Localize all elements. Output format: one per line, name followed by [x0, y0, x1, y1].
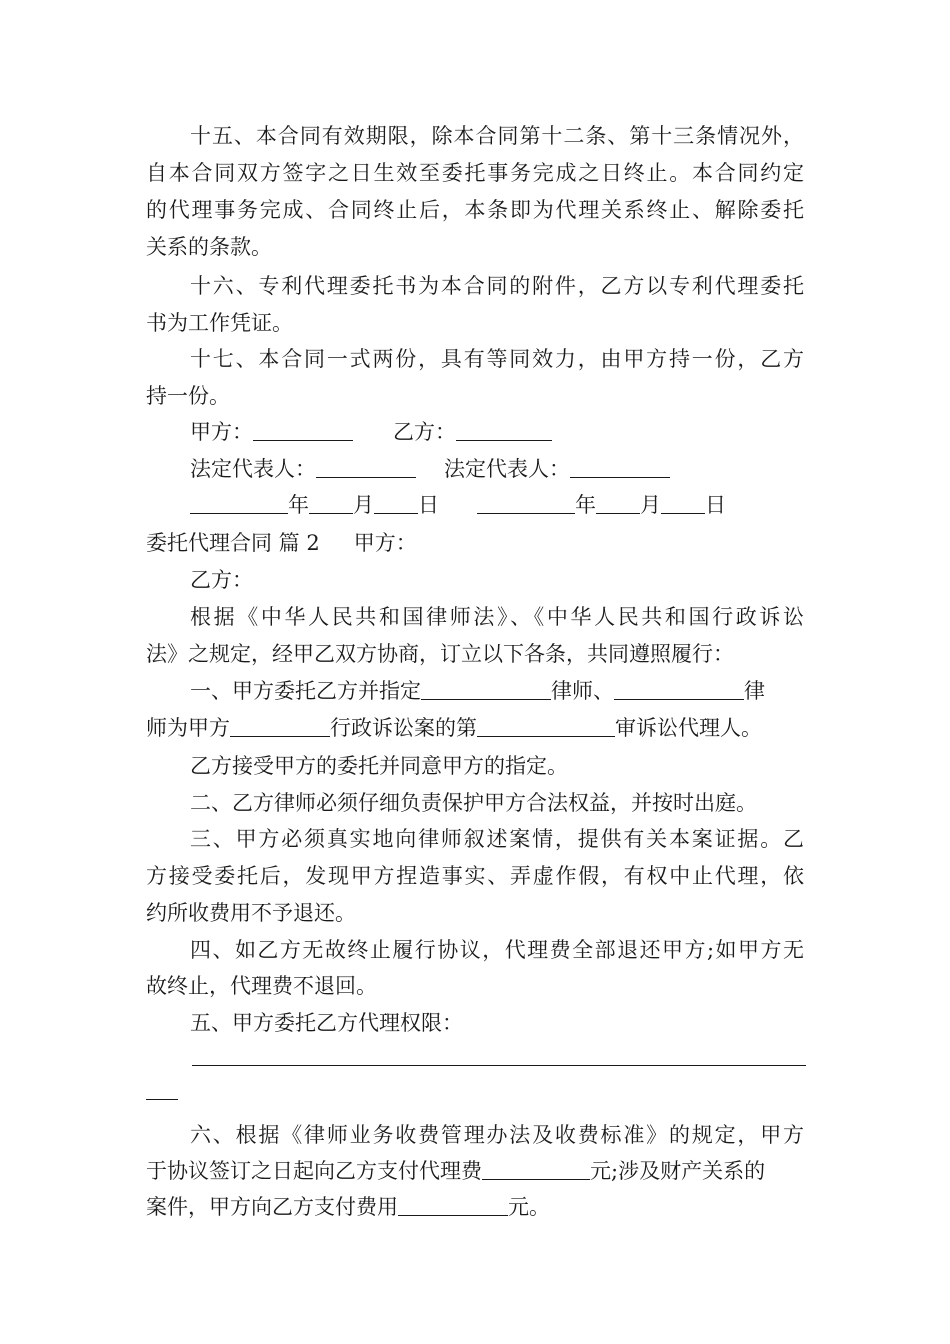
date-a-year-label: 年	[288, 493, 309, 517]
date-b-day-blank[interactable]	[661, 491, 705, 514]
lawyer-1-blank[interactable]	[421, 677, 551, 700]
party-b-label: 乙方：	[393, 420, 456, 444]
clause-15-line-2: 自本合同双方签字之日生效至委托事务完成之日终止。本合同约定	[146, 161, 804, 185]
date-a-year-blank[interactable]	[190, 491, 288, 514]
c2-clause-5: 五、甲方委托乙方代理权限：	[190, 1011, 463, 1035]
date-b-month-label: 月	[640, 493, 661, 517]
c2-clause-6-text-a: 于协议签订之日起向乙方支付代理费	[146, 1159, 482, 1183]
c2-clause-1-text-a: 一、甲方委托乙方并指定	[190, 679, 421, 703]
c2-clause-6-line-1: 六、根据《律师业务收费管理办法及收费标准》的规定，甲方	[190, 1123, 804, 1147]
intro-line-2: 法》之规定，经甲乙双方协商，订立以下各条，共同遵照履行：	[146, 642, 734, 666]
party-a-label: 甲方：	[190, 420, 253, 444]
clause-16-line-2: 书为工作凭证。	[146, 311, 293, 335]
contract-2-heading: 委托代理合同 篇 2	[146, 531, 320, 555]
date-b-year-blank[interactable]	[477, 491, 575, 514]
c2-clause-6-text-c: 案件，甲方向乙方支付费用	[146, 1195, 398, 1219]
clause-16-line-1: 十六、专利代理委托书为本合同的附件，乙方以专利代理委托	[190, 274, 804, 298]
c2-clause-6-text-d: 元。	[508, 1195, 550, 1219]
c2-clause-1-text-d: 师为甲方	[146, 716, 230, 740]
c2-clause-3-line-1: 三、甲方必须真实地向律师叙述案情，提供有关本案证据。乙	[190, 827, 804, 851]
c2-clause-1-text-e: 行政诉讼案的第	[330, 716, 477, 740]
contract-2-party-b: 乙方：	[190, 568, 253, 592]
party-a-blank[interactable]	[253, 418, 353, 441]
c2-clause-4-line-1: 四、如乙方无故终止履行协议，代理费全部退还甲方;如甲方无	[190, 938, 804, 962]
clause-15-line-4: 关系的条款。	[146, 235, 272, 259]
signature-parties-row	[190, 414, 804, 450]
date-a-day-blank[interactable]	[374, 491, 418, 514]
property-fee-blank[interactable]	[398, 1193, 508, 1216]
case-name-blank[interactable]	[230, 714, 330, 737]
rep-a-blank[interactable]	[316, 455, 416, 478]
agency-fee-blank[interactable]	[482, 1157, 590, 1180]
date-b-month-blank[interactable]	[596, 491, 640, 514]
clause-15-line-3: 的代理事务完成、合同终止后，本条即为代理关系终止、解除委托	[146, 198, 804, 222]
c2-clause-2: 二、乙方律师必须仔细负责保护甲方合法权益，并按时出庭。	[190, 791, 757, 815]
c2-clause-6-text-b: 元;涉及财产关系的	[590, 1159, 766, 1183]
c2-clause-3-line-3: 约所收费用不予退还。	[146, 901, 356, 925]
date-a-month-label: 月	[353, 493, 374, 517]
signature-dates-row	[190, 487, 804, 523]
clause-17-line-1: 十七、本合同一式两份，具有等同效力，由甲方持一份，乙方	[190, 347, 804, 371]
contract-2-party-a: 甲方：	[353, 531, 417, 555]
clause-15-line-1: 十五、本合同有效期限，除本合同第十二条、第十三条情况外，	[190, 124, 804, 148]
rep-a-label: 法定代表人：	[190, 457, 316, 481]
date-b-day-label: 日	[705, 493, 726, 517]
date-a-month-blank[interactable]	[309, 491, 353, 514]
c2-clause-3-line-2: 方接受委托后，发现甲方捏造事实、弄虚作假，有权中止代理，依	[146, 864, 804, 888]
authority-blank-line-1[interactable]	[192, 1065, 806, 1066]
date-b-year-label: 年	[575, 493, 596, 517]
date-a-day-label: 日	[418, 493, 439, 517]
c2-clause-4-line-2: 故终止，代理费不退回。	[146, 974, 377, 998]
contract-2-heading-row	[146, 525, 804, 561]
c2-clause-1-text-f: 审诉讼代理人。	[615, 716, 762, 740]
c2-clause-6-line-3	[146, 1189, 804, 1225]
c2-clause-1-line-1	[190, 673, 804, 709]
c2-clause-1-line-3: 乙方接受甲方的委托并同意甲方的指定。	[190, 754, 568, 778]
clause-17-line-2: 持一份。	[146, 384, 230, 408]
authority-blank-line-2[interactable]	[146, 1099, 178, 1100]
c2-clause-1-line-2	[146, 710, 804, 746]
c2-clause-1-text-c: 律	[744, 679, 765, 703]
signature-reps-row	[190, 451, 804, 487]
party-b-blank[interactable]	[456, 418, 552, 441]
c2-clause-1-text-b: 律师、	[551, 679, 614, 703]
c2-clause-6-line-2	[146, 1153, 804, 1189]
lawyer-2-blank[interactable]	[614, 677, 744, 700]
instance-blank[interactable]	[477, 714, 615, 737]
rep-b-label: 法定代表人：	[444, 457, 570, 481]
intro-line-1: 根据《中华人民共和国律师法》、《中华人民共和国行政诉讼	[190, 605, 804, 629]
rep-b-blank[interactable]	[570, 455, 670, 478]
